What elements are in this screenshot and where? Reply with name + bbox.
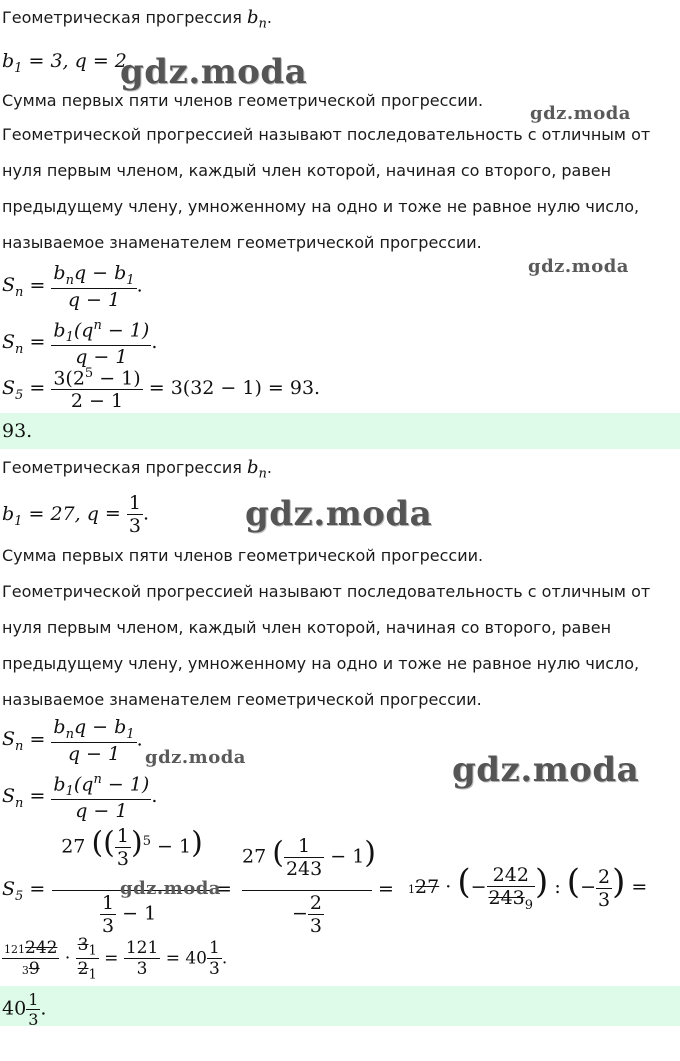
definition-line: нуля первым членом, каждый член которой, начиная со второго, равен	[2, 618, 612, 637]
title-2: Геометрическая прогрессия $b_n$.	[2, 457, 272, 482]
fraction-bar	[242, 890, 372, 891]
definition-line: предыдущему члену, умноженному на одно и тоже не равное нулю число,	[2, 197, 640, 216]
task-1: Сумма первых пяти членов геометрической прогрессии.	[2, 91, 484, 110]
title-1: Геометрическая прогрессия $b_n$.	[2, 7, 272, 32]
sum-formula-2: $S_n$ = $\frac{b_1(q^n - 1)}{q - 1}$ .	[2, 318, 158, 369]
answer-band-1	[0, 413, 680, 449]
given-2: $b_1 = 27$, q = $\frac{1}{3}$ .	[2, 492, 150, 537]
equals: =	[378, 878, 394, 900]
sum-formula-1: $S_n$ = $\frac{b_nq - b_1}{q - 1}$ .	[2, 262, 143, 311]
calc-tail: 127 · (− $\frac{242}{243_9}$ ) : (− $\frac{2}{3}$ ) =	[408, 862, 648, 913]
watermark-logo: gdz.moda	[528, 256, 629, 277]
answer-band-2	[0, 986, 680, 1026]
big-frac-2-num: 27 ( $\frac{1}{243}$ − 1)	[242, 835, 377, 880]
big-frac-2-den: − $\frac{2}{3}$	[292, 892, 323, 937]
definition-line: нуля первым членом, каждый член которой, начиная со второго, равен	[2, 161, 612, 180]
sum-formula-3: $S_n$ = $\frac{b_nq - b_1}{q - 1}$ .	[2, 716, 143, 765]
answer-1: 93.	[2, 420, 33, 442]
definition-line: называемое знаменателем геометрической прогрессии.	[2, 690, 482, 709]
definition-line: предыдущему члену, умноженному на одно и тоже не равное нулю число,	[2, 654, 640, 673]
watermark-logo: gdz.moda	[145, 747, 246, 768]
s5-label: $S_5$ =	[2, 878, 46, 904]
watermark-logo: gdz.moda	[120, 878, 221, 899]
s5-calc-1: $S_5$ = $\frac{3(2^5 - 1)}{2 - 1}$ = 3(32 − 1) = 93.	[2, 366, 321, 413]
definition-line: называемое знаменателем геометрической прогрессии.	[2, 233, 482, 252]
final-calc: $\frac{121242}{39}$ · $\frac{3_1}{2_1}$ = $\frac{121}{3}$ = 40 $\frac{1}{3}$ .	[4, 935, 228, 983]
big-frac-1-num: 27 (( $\frac{1}{3}$ )$^5$ − 1)	[61, 825, 203, 870]
watermark-logo: gdz.moda	[452, 750, 640, 790]
sum-formula-4: $S_n$ = $\frac{b_1(q^n - 1)}{q - 1}$ .	[2, 772, 158, 823]
equals: =	[216, 878, 232, 900]
given-1: $b_1 = 3$, q = 2.	[2, 50, 133, 76]
task-2: Сумма первых пяти членов геометрической прогрессии.	[2, 546, 484, 565]
answer-2: 40 $\frac{1}{3}$ .	[2, 990, 47, 1029]
definition-line: Геометрической прогрессией называют последовательность с отличным от	[2, 125, 651, 144]
watermark-logo: gdz.moda	[120, 52, 308, 92]
watermark-logo: gdz.moda	[245, 494, 433, 534]
watermark-logo: gdz.moda	[530, 103, 631, 124]
definition-line: Геометрической прогрессией называют последовательность с отличным от	[2, 582, 651, 601]
big-frac-1-den: $\frac{1}{3}$ − 1	[102, 892, 157, 937]
